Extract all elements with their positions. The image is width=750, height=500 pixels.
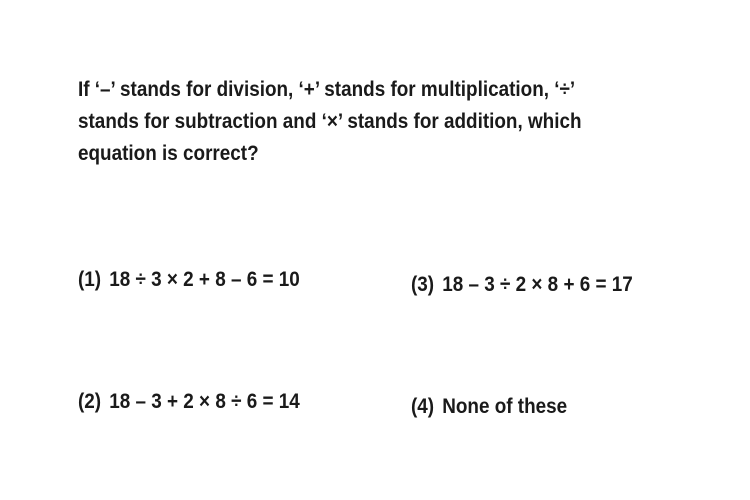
option-3[interactable] [411,273,633,297]
question-line: If ‘–’ stands for division, ‘+’ stands for multiplication, ‘÷’ [78,78,576,101]
question-text [78,74,618,170]
option-1[interactable] [78,268,300,292]
option-4[interactable] [411,395,567,419]
option-number: (4) [411,395,435,418]
option-equation: 18 – 3 ÷ 2 × 8 + 6 = 17 [442,273,633,296]
option-equation: 18 – 3 + 2 × 8 ÷ 6 = 14 [109,390,300,413]
option-2[interactable] [78,390,300,414]
question-line: equation is correct? [78,142,259,165]
option-number: (1) [78,268,102,291]
option-equation: None of these [442,395,568,418]
option-number: (3) [411,273,435,296]
option-number: (2) [78,390,102,413]
question-line: stands for subtraction and ‘×’ stands for addition, which [78,110,582,133]
option-equation: 18 ÷ 3 × 2 + 8 – 6 = 10 [109,268,300,291]
